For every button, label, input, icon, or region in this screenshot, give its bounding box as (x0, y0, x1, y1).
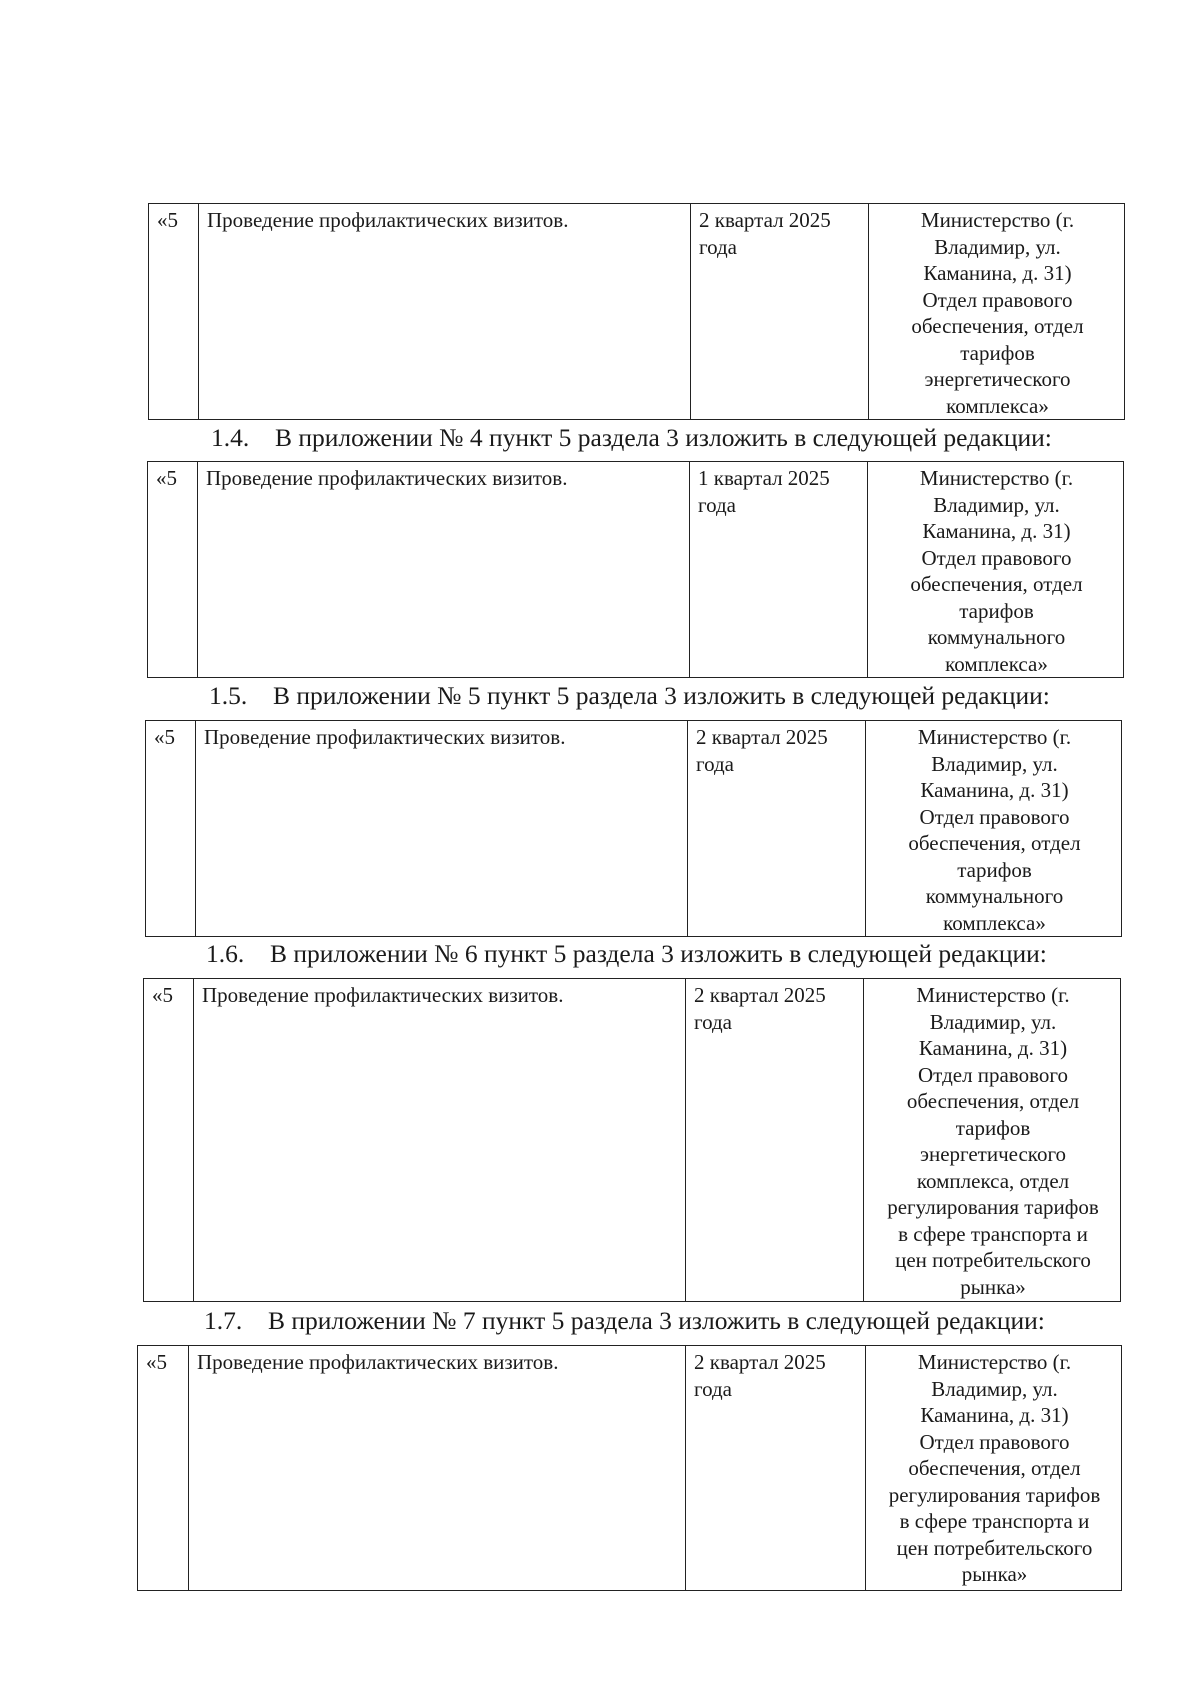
action-cell: Проведение профилактических визитов. (198, 462, 690, 678)
responsible-line: Владимир, ул. (933, 492, 1060, 517)
responsible-line: коммунального (927, 625, 1066, 649)
responsible-line: Каманина, д. 31) (920, 1403, 1069, 1427)
period-cell: 2 квартал 2025 года (688, 721, 866, 937)
paragraph-number: 1.4. (211, 423, 250, 452)
amendment-paragraph (209, 681, 1050, 711)
responsible-line: рынка» (961, 1562, 1028, 1586)
responsible-line: цен потребительского (895, 1248, 1091, 1272)
responsible-line: в сфере транспорта и (898, 1221, 1088, 1246)
responsible-line: регулирования тарифов (887, 1195, 1099, 1219)
paragraph-text: В приложении № 5 пункт 5 раздела 3 изложить в следующей редакции: (273, 681, 1050, 710)
responsible-line: энергетического (919, 1142, 1067, 1166)
table-row (138, 1346, 1122, 1591)
responsible-line: энергетического (924, 367, 1071, 391)
action-cell: Проведение профилактических визитов. (194, 979, 686, 1302)
responsible-line: рынка» (960, 1274, 1026, 1299)
responsible-line: комплекса» (943, 910, 1046, 935)
responsible-cell (864, 979, 1121, 1302)
responsible-line: Министерство (г. (917, 725, 1072, 749)
period-cell: 2 квартал 2025 года (686, 1346, 866, 1591)
amendment-paragraph (211, 423, 1052, 453)
responsible-line: Министерство (г. (920, 208, 1075, 232)
item-number: «5 (146, 721, 196, 937)
responsible-line: обеспечения, отдел (906, 1089, 1080, 1113)
period-cell: 1 квартал 2025 года (690, 462, 868, 678)
table-row (149, 204, 1125, 420)
responsible-line: в сфере транспорта и (899, 1509, 1090, 1533)
responsible-line: Отдел правового (922, 287, 1073, 312)
responsible-line: Владимир, ул. (931, 751, 1058, 776)
responsible-cell (869, 204, 1125, 420)
item-number: «5 (144, 979, 194, 1302)
plan-table (147, 461, 1124, 678)
responsible-line: обеспечения, отдел (911, 314, 1084, 338)
responsible-line: комплекса, отдел (916, 1168, 1070, 1193)
responsible-line: Каманина, д. 31) (920, 778, 1069, 802)
item-number: «5 (149, 204, 199, 420)
responsible-cell (866, 1346, 1122, 1591)
paragraph-text: В приложении № 4 пункт 5 раздела 3 изложить в следующей редакции: (275, 423, 1052, 452)
responsible-cell (866, 721, 1122, 937)
paragraph-number: 1.7. (204, 1306, 243, 1335)
plan-table (145, 720, 1122, 937)
responsible-line: цен потребительского (896, 1535, 1093, 1560)
responsible-line: Министерство (г. (916, 983, 1070, 1007)
amendment-paragraph (204, 1306, 1045, 1336)
period-cell: 2 квартал 2025 года (691, 204, 869, 420)
item-number: «5 (148, 462, 198, 678)
action-cell: Проведение профилактических визитов. (196, 721, 688, 937)
responsible-line: Министерство (г. (919, 466, 1074, 490)
table-row (144, 979, 1121, 1302)
responsible-line: регулирования тарифов (888, 1482, 1101, 1507)
responsible-line: Владимир, ул. (934, 234, 1061, 259)
responsible-line: обеспечения, отдел (908, 831, 1081, 855)
responsible-line: обеспечения, отдел (908, 1456, 1081, 1480)
responsible-line: тарифов (959, 598, 1034, 623)
item-number: «5 (138, 1346, 189, 1591)
paragraph-number: 1.6. (206, 939, 245, 968)
responsible-line: Отдел правового (919, 1429, 1070, 1454)
responsible-line: комплекса» (946, 393, 1049, 418)
plan-table (143, 978, 1121, 1302)
table-row (148, 462, 1124, 678)
responsible-line: обеспечения, отдел (910, 572, 1083, 596)
responsible-line: Владимир, ул. (931, 1376, 1058, 1401)
responsible-line: Отдел правового (918, 1062, 1068, 1087)
responsible-line: Владимир, ул. (929, 1009, 1057, 1034)
responsible-line: коммунального (925, 884, 1064, 908)
paragraph-text: В приложении № 7 пункт 5 раздела 3 изложить в следующей редакции: (268, 1306, 1045, 1335)
responsible-line: тарифов (957, 857, 1032, 882)
responsible-line: Министерство (г. (917, 1350, 1072, 1374)
action-cell: Проведение профилактических визитов. (189, 1346, 686, 1591)
responsible-line: комплекса» (945, 651, 1048, 676)
responsible-line: Каманина, д. 31) (922, 519, 1071, 543)
responsible-line: Отдел правового (921, 545, 1072, 570)
paragraph-text: В приложении № 6 пункт 5 раздела 3 изложить в следующей редакции: (270, 939, 1047, 968)
responsible-line: тарифов (960, 340, 1035, 365)
table-row (146, 721, 1122, 937)
paragraph-number: 1.5. (209, 681, 248, 710)
responsible-cell (868, 462, 1124, 678)
action-cell: Проведение профилактических визитов. (199, 204, 691, 420)
responsible-line: Отдел правового (919, 804, 1070, 829)
plan-table (137, 1345, 1122, 1591)
amendment-paragraph (206, 939, 1047, 969)
period-cell: 2 квартал 2025 года (686, 979, 864, 1302)
responsible-line: тарифов (955, 1115, 1031, 1140)
responsible-line: Каманина, д. 31) (923, 261, 1072, 285)
plan-table (148, 203, 1125, 420)
responsible-line: Каманина, д. 31) (918, 1036, 1068, 1060)
